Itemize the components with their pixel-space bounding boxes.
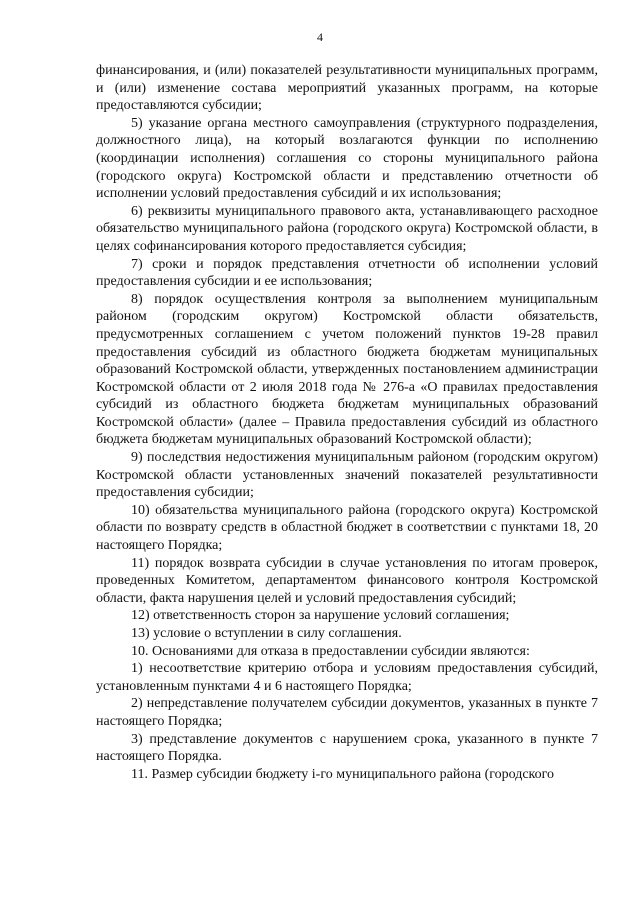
paragraph: финансирования, и (или) показателей результативности муниципальных программ, и (или) изменение состава мероприятий указанных программ, на которые предоставляются субсидии; <box>96 63 598 114</box>
paragraph: 6) реквизиты муниципального правового акта, устанавливающего расходное обязательство муниципального района (городского округа) Костромской области, в целях софинансирования которого предоставляется субсидия; <box>96 203 598 254</box>
paragraph: 11. Размер субсидии бюджету i-го муниципального района (городского <box>131 766 555 782</box>
paragraph: 9) последствия недостижения муниципальным районом (городским округом) Костромской области установленных значений показателей результативности предоставления субсидии; <box>96 450 598 501</box>
paragraph: 3) представление документов с нарушением срока, указанного в пункте 7 настоящего Порядка. <box>96 731 598 765</box>
paragraph: 7) сроки и порядок представления отчетности об исполнении условий предоставления субсидии и ее использования; <box>96 256 598 290</box>
document-body <box>96 62 598 783</box>
paragraph: 2) непредставление получателем субсидии документов, указанных в пункте 7 настоящего Порядка; <box>96 696 598 729</box>
paragraph: 10. Основаниями для отказа в предоставлении субсидии являются: <box>131 643 530 659</box>
paragraph: 5) указание органа местного самоуправления (структурного подразделения, должностного лица), на который возлагаются функции по исполнению (координации исполнения) соглашения со стороны муниципального района (городского округа) Костромской области и представлению отчетности об исполнении условий предоставления субсидий и их использования; <box>96 115 598 202</box>
paragraph: 13) условие о вступлении в силу соглашения. <box>131 626 402 641</box>
paragraph: 12) ответственность сторон за нарушение условий соглашения; <box>131 608 510 624</box>
paragraph: 11) порядок возврата субсидии в случае установления по итогам проверок, проведенных Комитетом, департаментом финансового контроля Костромской области, факта нарушения целей и условий предоставления субсидий; <box>96 555 598 606</box>
page-number: 4 <box>317 30 323 44</box>
paragraph: 1) несоответствие критерию отбора и условиям предоставления субсидий, установленным пунктами 4 и 6 настоящего Порядка; <box>96 661 598 694</box>
paragraph: 10) обязательства муниципального района (городского округа) Костромской области по возврату средств в областной бюджет в соответствии с пунктами 18, 20 настоящего Порядка; <box>96 502 598 554</box>
paragraph: 8) порядок осуществления контроля за выполнением муниципальным районом (городским округом) Костромской области обязательств, предусмотренных соглашением с учетом положений пунктов 19-28 правил предоставления субсидий из областного бюджета бюджетам муниципальных образований Костромской области, утвержденных постановлением администрации Костромской области от 2 июля 2018 года № 276-а «О правилах предоставления субсидий из областного бюджета бюджетам муниципальных образований Костромской области» (далее – Правила предоставления субсидий из областного бюджета бюджетам муниципальных образований Костромской области); <box>96 291 598 448</box>
